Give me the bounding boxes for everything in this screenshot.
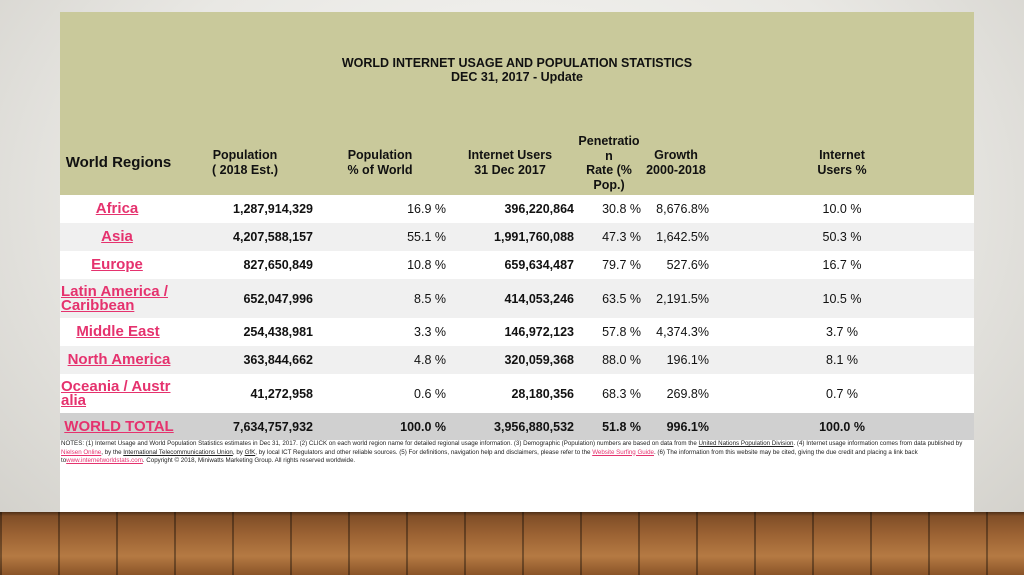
header-internet-share [782,148,902,177]
cell-internet-share: 8.1 % [826,353,858,367]
header-penetration-line3: Rate (% [586,163,632,177]
cell-internet-users: 396,220,864 [504,202,574,216]
wood-floor [0,512,1024,575]
cell-internet-share: 10.5 % [822,291,862,306]
region-oceania-line2: alia [61,391,87,409]
cell-pct-world: 3.3 % [414,325,446,339]
table-total-row [60,413,974,440]
itu-link[interactable]: International Telecommunications Union [123,448,233,456]
cell-population: 827,650,849 [243,258,313,272]
header-population-line2: ( 2018 Est.) [211,162,278,177]
cell-population: 363,844,662 [243,353,313,367]
cell-growth: 996.1% [666,419,709,434]
cell-population: 41,272,958 [250,386,313,401]
cell-population: 4,207,588,157 [233,230,313,244]
cell-growth: 527.6% [666,258,709,272]
header-growth [640,148,712,177]
cell-internet-users: 320,059,368 [504,353,574,367]
cell-penetration: 79.7 % [602,258,641,272]
cell-pct-world: 0.6 % [414,386,446,401]
cell-penetration: 63.5 % [602,291,641,306]
cell-penetration: 88.0 % [602,353,641,367]
cell-penetration: 68.3 % [602,386,641,401]
cell-internet-users: 414,053,246 [504,291,574,306]
cell-pct-world: 4.8 % [414,353,446,367]
region-link-world-total[interactable]: WORLD TOTAL [64,417,174,435]
cell-population: 652,047,996 [243,291,313,306]
notes-text: . (4) Internet usage information comes from data published by [793,440,963,447]
header-population-line1: Population [212,148,278,162]
header-growth-line1: Growth [654,148,698,162]
notes-text: , by the [101,448,124,456]
slide [60,12,974,512]
region-latin-line2: Caribbean [61,296,135,314]
cell-growth: 1,642.5% [656,230,709,244]
cell-internet-share: 3.7 % [826,325,858,339]
header-pct-world [320,148,440,177]
cell-pct-world: 8.5 % [414,291,446,306]
cell-pct-world: 10.8 % [407,258,446,272]
cell-internet-share: 0.7 % [826,386,858,401]
cell-penetration: 47.3 % [602,230,641,244]
notes [61,440,971,466]
notes-text: . (6) The information from this website may be cited, giving the due credit and placing a link back to [61,448,918,464]
title-line-2: DEC 31, 2017 - Update [451,70,583,84]
region-oceania-line1: Oceania / Austr [61,377,171,395]
cell-penetration: 30.8 % [602,202,641,216]
region-link-latin-america[interactable] [61,279,175,318]
page-title [60,56,974,84]
cell-pct-world: 16.9 % [407,202,446,216]
cell-growth: 2,191.5% [656,291,709,306]
cell-population: 254,438,981 [243,325,313,339]
cell-internet-users: 659,634,487 [504,258,574,272]
region-link-oceania[interactable] [61,374,175,413]
header-population [185,148,305,177]
cell-pct-world: 100.0 % [400,419,446,434]
header-penetration-line1: Penetratio [578,134,640,148]
header-internet-users [450,148,570,177]
header-share-line2: Users % [817,162,867,177]
cell-internet-share: 10.0 % [822,202,862,216]
notes-text: . Copyright © 2018, Miniwatts Marketing Group. All rights reserved worldwide. [142,457,356,464]
site-link[interactable]: www.internetworldstats.com [66,457,143,464]
cell-penetration: 51.8 % [602,419,641,434]
cell-growth: 8,676.8% [656,202,709,216]
un-link[interactable]: United Nations Population Division [698,440,794,447]
table-row [60,346,974,374]
cell-internet-share: 16.7 % [822,258,862,272]
cell-internet-share: 100.0 % [819,419,865,434]
region-link-asia[interactable]: Asia [101,228,133,245]
cell-internet-users: 1,991,760,088 [494,230,574,244]
cell-penetration: 57.8 % [602,325,641,339]
header-penetration [570,134,648,192]
table-row [60,374,974,413]
table-row [60,195,974,223]
table-row [60,279,974,318]
cell-internet-users: 3,956,880,532 [494,419,574,434]
notes-text: , by [232,448,245,456]
notes-text: , by local ICT Regulators and other reliable sources. (5) For definitions, navigation help and disclaimers, please refer to the [255,448,593,456]
region-link-europe[interactable]: Europe [91,256,143,273]
title-line-1: WORLD INTERNET USAGE AND POPULATION STATISTICS [341,56,693,70]
surfing-guide-link[interactable]: Website Surfing Guide [592,448,654,456]
cell-pct-world: 55.1 % [407,230,446,244]
table-row [60,251,974,279]
cell-population: 1,287,914,329 [233,202,313,216]
header-users-line1: Internet Users [467,148,553,162]
header-growth-line2: 2000-2018 [646,162,706,177]
header-penetration-line4: Pop.) [593,177,625,192]
cell-growth: 269.8% [666,386,709,401]
header-penetration-line2: n [605,148,613,163]
header-world-regions: World Regions [65,154,172,171]
notes-text: NOTES: (1) Internet Usage and World Population Statistics estimates in Dec 31, 2017. (2) CLICK on each world region name for detailed regional usage information. (3) Demographic (Population) numbers are based on data from the [61,440,699,447]
header-pct-world-line2: % of World [347,162,413,177]
gfk-link[interactable]: GfK [244,448,256,456]
header-share-line1: Internet [819,148,865,162]
cell-population: 7,634,757,932 [233,419,313,434]
cell-internet-users: 28,180,356 [511,386,574,401]
table-header [60,12,974,195]
cell-growth: 196.1% [666,353,709,367]
header-pct-world-line1: Population [347,148,413,162]
nielsen-link[interactable]: Nielsen Online [61,448,102,456]
region-latin-line1: Latin America / [61,282,168,300]
cell-growth: 4,374.3% [656,325,709,339]
cell-internet-users: 146,972,123 [504,325,574,339]
region-link-africa[interactable]: Africa [95,200,139,217]
header-users-line2: 31 Dec 2017 [474,162,546,177]
table-row [60,318,974,346]
cell-internet-share: 50.3 % [822,230,862,244]
table-row [60,223,974,251]
region-link-north-america[interactable]: North America [67,351,171,368]
region-link-middle-east[interactable]: Middle East [76,323,160,340]
